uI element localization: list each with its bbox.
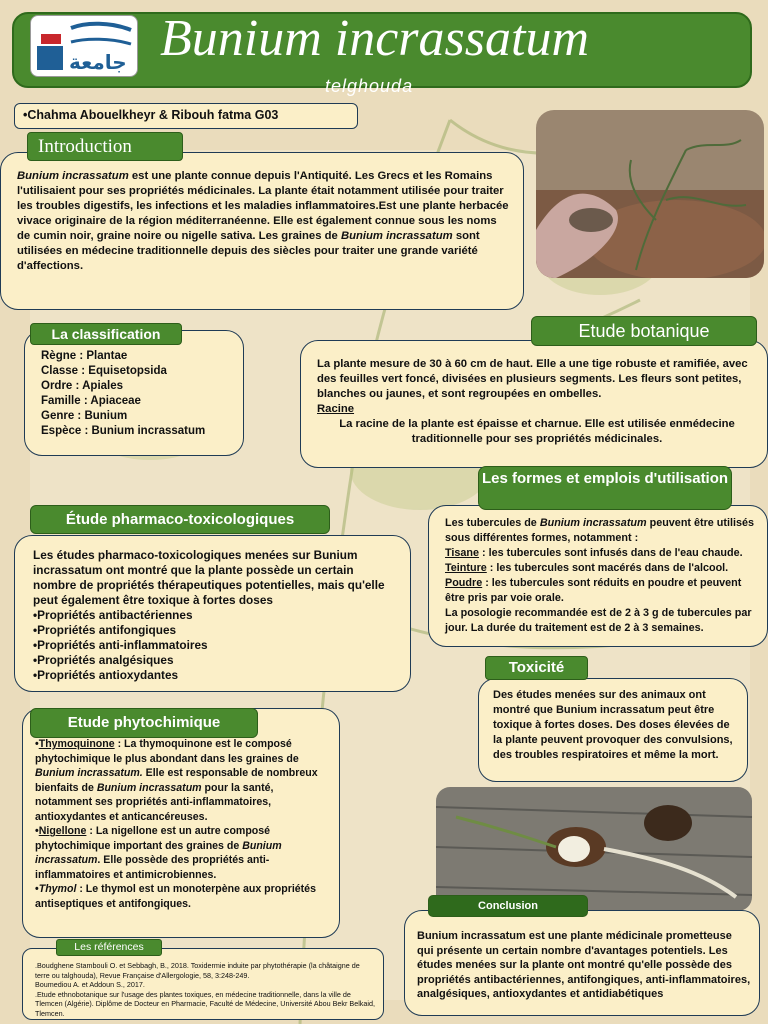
- plant-photo-graphic: [536, 110, 764, 278]
- pharmaco-item: •Propriétés anti-inflammatoires: [33, 638, 208, 652]
- classification-list: [41, 349, 233, 439]
- tisane-text: : les tubercules sont infusés dans de l'eau chaude.: [479, 547, 743, 559]
- classification-box: [24, 330, 244, 456]
- classification-item: Espèce : Bunium incrassatum: [41, 425, 206, 437]
- thymol-label: Thymol: [38, 883, 77, 895]
- introduction-text: [17, 169, 511, 274]
- classification-title: La classification: [30, 323, 182, 345]
- formes-intro-b: peuvent être utilisés sous différentes formes, notamment :: [445, 517, 755, 544]
- references-title: Les références: [56, 939, 162, 956]
- references-box: [22, 948, 384, 1020]
- intro-text-b: sont utilisées en médecine traditionnelle depuis des siècles pour traiter une grande variété d'affections.: [17, 230, 480, 272]
- toxicite-box: [478, 678, 748, 782]
- university-logo: [30, 15, 138, 77]
- pharmaco-item: •Propriétés antioxydantes: [33, 668, 179, 682]
- conclusion-box: [404, 910, 760, 1016]
- thy-species-2: Bunium incrassatum: [96, 781, 202, 794]
- authors-box: [14, 103, 358, 129]
- intro-species-name: Bunium incrassatum: [17, 170, 129, 182]
- formes-posologie: La posologie recommandée est de 2 à 3 g de tubercules par jour. La durée du traitement est de 2 à 3 semaines.: [445, 607, 752, 634]
- thymoquinone-label: Thymoquinone: [38, 738, 115, 750]
- authors-text: •Chahma Abouelkheyr & Ribouh fatma G03: [23, 108, 279, 122]
- conclusion-text: Bunium incrassatum est une plante médicinale prometteuse qui présente un certain nombre d'avantages potentiels. Les études menées sur la plante ont montré qu'elle possède des propriétés antibactériennes, antifongiques, anti-inflammatoires, analgésiques, antioxydantes et antidiabétiques: [417, 930, 751, 1000]
- thymol-text: •Thymol : Le thymol est un monoterpène aux propriétés antiseptiques et antifongiques.: [35, 883, 316, 910]
- racine-text: La racine de la plante est épaisse et charnue. Elle est utilisée enmédecine traditionnelle pour ses propriétés médicinales.: [339, 418, 735, 445]
- formes-intro: [445, 516, 759, 546]
- reference-3: .Etude ethnobotanique sur l'usage des plantes toxiques, en médecine traditionnelle, dans la ville de Tlemcen (Algérie). Diplôme de Docteur en Pharmacie, Faculté de Médecine, Université Abou Bekr Belkaid, Tlemcen.: [35, 989, 375, 1018]
- formes-species-name: Bunium incrassatum: [539, 517, 647, 529]
- poudre-label: Poudre: [445, 577, 483, 589]
- thy-text-b: Elle est responsable de nombreux bienfaits de: [35, 767, 318, 794]
- phyto-title: Etude phytochimique: [30, 708, 258, 738]
- thymol-desc: : Le thymol est un monoterpène aux propriétés antiseptiques et antifongiques.: [35, 883, 316, 910]
- pharmaco-item: •Propriétés analgésiques: [33, 653, 174, 667]
- teinture-label: Teinture: [445, 562, 487, 574]
- introduction-title: Introduction: [27, 132, 183, 161]
- classification-item: Ordre : Apiales: [41, 380, 124, 392]
- poudre-text: : les tubercules sont réduits en poudre et peuvent être pris par voie orale.: [445, 577, 742, 604]
- thy-text-a: : La thymoquinone est le composé phytochimique le plus abondant dans les graines de: [35, 738, 299, 765]
- formes-poudre: [445, 576, 759, 606]
- formes-box: [428, 505, 768, 647]
- reference-2: Boumediou A. et Addoun S., 2017.: [35, 980, 145, 990]
- tuber-photo: [436, 787, 752, 911]
- thymoquinone-text: •Thymoquinone : La thymoquinone est le composé phytochimique le plus abondant dans les graines de Bunium incrassatum. Elle est responsable de nombreux bienfaits de Bunium incrassatum pour la santé, notamment ses propriétés anti-inflammatoires, antioxydantes et anticancéreuses.: [35, 738, 318, 823]
- nig-text-a: : La nigellone est un autre composé phytochimique important des graines de: [35, 825, 271, 852]
- botanique-text: La plante mesure de 30 à 60 cm de haut. Elle a une tige robuste et ramifiée, avec des feuilles vert foncé, divisées en plusieurs segments. Les fleurs sont petites, blanches ou jaunes, et sont regroupées en ombelles.: [317, 358, 748, 400]
- formes-tisane: [445, 546, 759, 561]
- nig-species: Bunium incrassatum: [35, 839, 282, 866]
- classification-item: Genre : Bunium: [41, 410, 128, 422]
- plant-photo-hand: [536, 110, 764, 278]
- formes-teinture: [445, 561, 759, 576]
- formes-intro-a: Les tubercules de: [445, 517, 540, 529]
- nig-text-b: . Elle possède des propriétés anti-inflammatoires et antimicrobiennes.: [35, 854, 270, 881]
- poster-subtitle: telghouda: [325, 76, 414, 96]
- logo-text: جامعة: [69, 50, 127, 74]
- teinture-text: : les tubercules sont macérés dans de l'alcool.: [486, 562, 729, 574]
- toxicite-text: Des études menées sur des animaux ont montré que Bunium incrassatum peut être toxique à fortes doses. Des doses élevées de la plante peuvent provoquer des convulsions, des troubles respiratoires et même la mort.: [493, 689, 733, 761]
- formes-title: Les formes et emplois d'utilisation: [478, 466, 732, 510]
- botanique-title: Etude botanique: [531, 316, 757, 346]
- tuber-photo-graphic: [436, 787, 752, 911]
- nigellone-label: Nigellone: [38, 825, 87, 837]
- thy-species: Bunium incrassatum.: [35, 767, 143, 779]
- pharmaco-item: •Propriétés antifongiques: [33, 623, 177, 637]
- pharmaco-item: •Propriétés antibactériennes: [33, 608, 193, 622]
- racine-label: [317, 402, 757, 417]
- toxicite-title: Toxicité: [485, 656, 588, 680]
- classification-item: Règne : Plantae: [41, 350, 128, 362]
- intro-species-name-2: Bunium incrassatum: [340, 230, 453, 242]
- pharmaco-box: [14, 535, 411, 692]
- conclusion-title: Conclusion: [428, 895, 588, 917]
- racine-label-text: Racine: [317, 403, 355, 415]
- tisane-label: Tisane: [445, 547, 480, 559]
- reference-1: .Boudghene Stambouli O. et Sebbagh, B., 2018. Toxidermie induite par phytothérapie (la châtaigne de terre ou talghouda), Revue Française d'Allergologie, 58, 3:248-249.: [35, 961, 360, 980]
- classification-item: Famille : Apiaceae: [41, 395, 141, 407]
- intro-text-a: est une plante connue depuis l'Antiquité. Les Grecs et les Romains l'utilisaient pour ses propriétés médicinales. La plante était notamment utilisée pour traiter les troubles digestifs, les infections et les maladies inflammatoires.Est une plante herbacée vivace originaire de la région méditerranéenne. Elle est également connue sous les noms de cumin noir, graine noire ou nigelle sativa. Les graines de: [17, 170, 509, 242]
- nigellone-text: •Nigellone : La nigellone est un autre composé phytochimique important des graines de Bunium incrassatum. Elle possède des propriétés anti-inflammatoires et antimicrobiennes.: [35, 825, 282, 881]
- pharmaco-text: Les études pharmaco-toxicologiques menées sur Bunium incrassatum ont montré que la plante possède un certain nombre de propriétés thérapeutiques potentielles, mais qu'elle peut également être toxique à fortes doses: [33, 548, 385, 607]
- botanique-box: [300, 340, 768, 468]
- pharmaco-list: [33, 608, 400, 683]
- thy-text-c: pour la santé, notamment ses propriétés anti-inflammatoires, antioxydantes et anticancéreuses.: [35, 781, 274, 823]
- poster-title: Bunium incrassatum: [160, 10, 589, 67]
- pharmaco-title: Étude pharmaco-toxicologiques: [30, 505, 330, 534]
- introduction-box: [0, 152, 524, 310]
- phyto-box: [22, 708, 340, 938]
- classification-item: Classe : Equisetopsida: [41, 365, 167, 377]
